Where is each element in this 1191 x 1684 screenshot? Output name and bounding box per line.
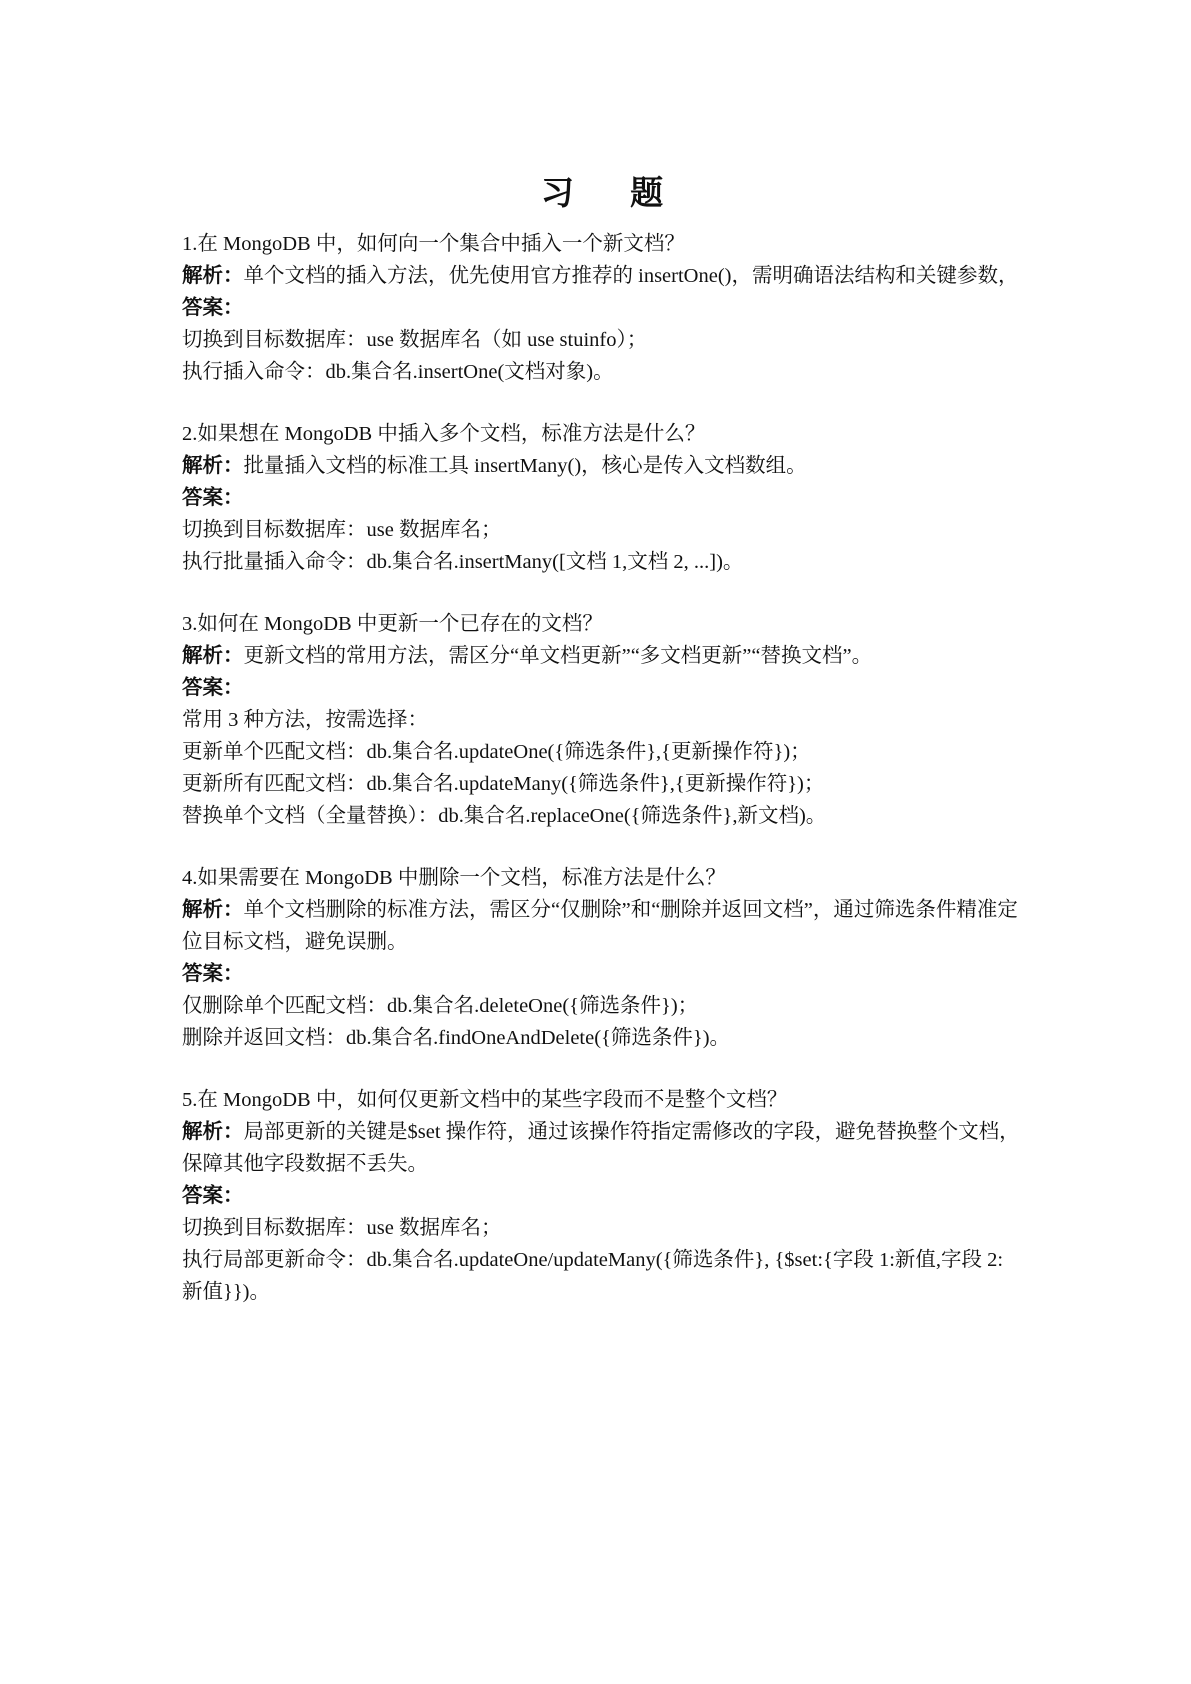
answer-line: 常用 3 种方法，按需选择：	[182, 709, 428, 731]
answer-line: 仅删除单个匹配文档：db.集合名.deleteOne({筛选条件})；	[182, 995, 699, 1017]
answer-line: 替换单个文档（全量替换）：db.集合名.replaceOne({筛选条件},新文档)。	[182, 805, 827, 827]
answer-line: 更新所有匹配文档：db.集合名.updateMany({筛选条件},{更新操作符})；	[182, 773, 825, 795]
analysis-line	[182, 450, 1022, 482]
analysis-line	[182, 260, 1022, 292]
analysis-label: 解析：	[182, 455, 244, 477]
question-text: 4.如果需要在 MongoDB 中删除一个文档，标准方法是什么？	[182, 867, 726, 889]
answer-label: 答案：	[182, 963, 244, 985]
question-text: 5.在 MongoDB 中，如何仅更新文档中的某些字段而不是整个文档？	[182, 1089, 788, 1111]
question-text: 1.在 MongoDB 中，如何向一个集合中插入一个新文档？	[182, 233, 685, 255]
analysis-text: 更新文档的常用方法，需区分“单文档更新”“多文档更新”“替换文档”。	[243, 645, 873, 667]
answer-line: 删除并返回文档：db.集合名.findOneAndDelete({筛选条件})。	[182, 1027, 731, 1049]
question-text: 3.如何在 MongoDB 中更新一个已存在的文档？	[182, 613, 603, 635]
answer-line: 切换到目标数据库：use 数据库名（如 use stuinfo）；	[182, 329, 648, 351]
analysis-label: 解析：	[182, 645, 244, 667]
answer-label: 答案：	[182, 677, 244, 699]
answer-line: 执行局部更新命令：db.集合名.updateOne/updateMany({筛选条件}, {$set:{字段 1:新值,字段 2:新值}})。	[182, 1249, 1004, 1303]
question-block-5	[182, 1084, 1022, 1308]
analysis-text: 批量插入文档的标准工具 insertMany()，核心是传入文档数组。	[243, 455, 807, 477]
answer-label: 答案：	[182, 297, 244, 319]
question-block-2	[182, 418, 1022, 578]
analysis-line	[182, 640, 1022, 672]
page-title: 习 题	[540, 176, 688, 212]
answer-line: 执行批量插入命令：db.集合名.insertMany([文档 1,文档 2, ...])。	[182, 551, 744, 573]
question-block-1	[182, 228, 1022, 388]
analysis-label: 解析：	[182, 899, 244, 921]
analysis-line	[182, 894, 1022, 958]
document-page	[182, 170, 1022, 1338]
answer-line: 切换到目标数据库：use 数据库名；	[182, 1217, 502, 1239]
analysis-text: 单个文档删除的标准方法，需区分“仅删除”和“删除并返回文档”，通过筛选条件精准定位目标文档，避免误删。	[182, 899, 1018, 953]
answer-line: 更新单个匹配文档：db.集合名.updateOne({筛选条件},{更新操作符})；	[182, 741, 811, 763]
analysis-text: 单个文档的插入方法，优先使用官方推荐的 insertOne()，需明确语法结构和关键参数，	[243, 265, 1019, 287]
answer-label: 答案：	[182, 487, 244, 509]
answer-line: 执行插入命令：db.集合名.insertOne(文档对象)。	[182, 361, 614, 383]
analysis-text: 局部更新的关键是$set 操作符，通过该操作符指定需修改的字段，避免替换整个文档，保障其他字段数据不丢失。	[182, 1121, 1020, 1175]
analysis-label: 解析：	[182, 1121, 244, 1143]
question-text: 2.如果想在 MongoDB 中插入多个文档，标准方法是什么？	[182, 423, 706, 445]
analysis-label: 解析：	[182, 265, 244, 287]
answer-line: 切换到目标数据库：use 数据库名；	[182, 519, 502, 541]
analysis-line	[182, 1116, 1022, 1180]
question-block-4	[182, 862, 1022, 1054]
answer-label: 答案：	[182, 1185, 244, 1207]
question-block-3	[182, 608, 1022, 832]
